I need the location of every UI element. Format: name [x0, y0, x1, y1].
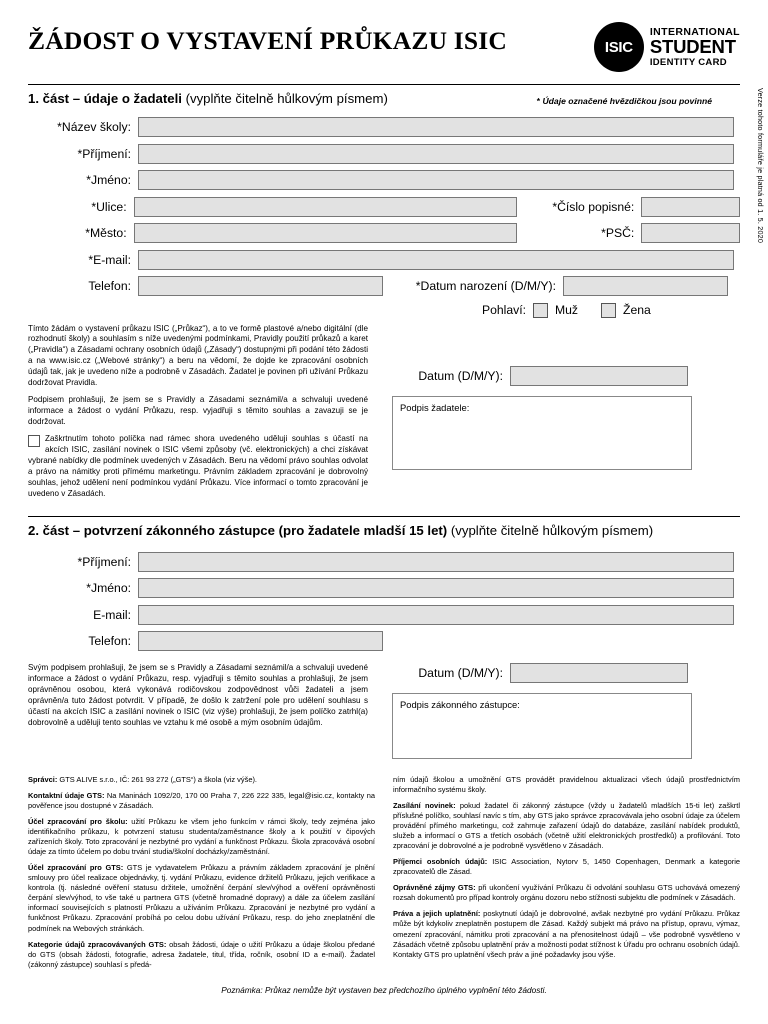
field-row-school — [28, 117, 740, 137]
label-birthdate: *Datum narození (D/M/Y): — [415, 279, 556, 293]
asterisk-icon: * — [536, 96, 541, 106]
consent-paragraph-1: Tímto žádám o vystavení průkazu ISIC („Průkaz“), a to ve formě plastové a/nebo digitální (dle rozhodnutí školy) a souhlasím s níže uvedenými podmínkami, Pravidly použití průkazů a karet („Pravidla“) a Zásadami ochrany osobních údajů („Zásady“) dostupnými při podání této žádosti a na www.isic.cz („Webové stránky“) a beru na vědomí, že dojde ke zpracování osobních údajů tak, jak je uvedeno níže a podrobně v Zásadách. Žadatel je povinen při užívání Průkazu dodržovat Pravidla. — [28, 323, 368, 388]
field-row-firstname — [28, 170, 740, 190]
isic-logo — [594, 22, 740, 72]
field-row-guardian-firstname — [28, 578, 740, 598]
label-firstname: *Jméno: — [86, 173, 131, 187]
consent-paragraph-2: Podpisem prohlašuji, že jsem se s Pravidly a Zásadami seznámil/a a schvaluji uvedené informace a žádost o vydání Průkazu, resp. vyjadřuji s těmito souhlas a zavazuji se je dodržovat. — [28, 395, 368, 427]
section-1-consent-text — [28, 324, 368, 500]
page-header — [28, 22, 740, 84]
section-1-subtitle: (vyplňte čitelně hůlkovým písmem) — [181, 91, 388, 106]
legal-text: obsah žádosti, údaje o užití Průkazu a údaje školou předané do GTS (obsah žádosti, fotografie, adresa žadatele, titul, třída, ročník, osobní ID a e-mail). Žadatel (zákonný zástupce) souhlasí s předá- — [28, 939, 375, 969]
legal-heading: Příjemci osobních údajů: — [393, 857, 488, 867]
input-birthdate[interactable] — [563, 276, 728, 296]
label-guardian-firstname: *Jméno: — [86, 581, 131, 596]
guardian-declaration-text: Svým podpisem prohlašuji, že jsem se s Pravidly a Zásadami seznámil/a a schvaluji uvedené informace a žádost o vydání Průkazu, resp. vyjadřuji s těmito souhlas a prohlašuji, že jsem oprávněnou osobou, která vykonává rodičovskou zodpovědnost vůči žadateli a jsem oprávněn/a tuto žádost potvrdit. V případě, že došlo k zatržení pole pro udělení souhlasu s účastí na akcích ISIC a zasílání novinek o ISIC (viz výše) prohlašuji, že jsem políčko zatrhl(a) dobrovolně a uděluji tento souhlas ve vztahu k mé osobě a mým osobním údajům. — [28, 663, 368, 728]
legal-heading: Účel zpracování pro GTS: — [28, 863, 124, 873]
section-1-fields — [28, 117, 740, 318]
input-street[interactable] — [134, 197, 517, 217]
label-phone: Telefon: — [88, 279, 131, 293]
section-1-body — [28, 324, 740, 500]
section-1-header — [28, 84, 740, 108]
form-version-note: Verze tohoto formuláře je platná od 1. 5. 2020 — [756, 88, 765, 244]
legal-text: GTS ALIVE s.r.o., IČ: 261 93 272 („GTS“) a škola (viz výše). — [57, 775, 257, 785]
section-2-fields — [28, 552, 740, 652]
input-city[interactable] — [134, 223, 517, 243]
label-gender-male: Muž — [555, 303, 579, 317]
field-row-date-1 — [392, 366, 692, 386]
input-date-1[interactable] — [510, 366, 688, 386]
label-city: *Město: — [85, 226, 127, 240]
legal-heading: Oprávněné zájmy GTS: — [393, 883, 476, 893]
legal-column-left — [28, 775, 375, 975]
input-house-number[interactable] — [641, 197, 740, 217]
legal-heading: Správci: — [28, 775, 58, 785]
legal-paragraph — [393, 909, 740, 959]
label-school: *Název školy: — [57, 120, 131, 134]
isic-word-international: INTERNATIONAL — [649, 25, 740, 38]
label-gender: Pohlaví: — [481, 303, 526, 317]
label-date-1: Datum (D/M/Y): — [418, 368, 503, 383]
section-2-header — [28, 516, 740, 540]
page-title: ŽÁDOST O VYSTAVENÍ PRŮKAZU ISIC — [28, 26, 508, 55]
legal-heading: Kontaktní údaje GTS: — [28, 791, 105, 801]
input-guardian-surname[interactable] — [138, 552, 734, 572]
checkbox-gender-male[interactable] — [533, 303, 548, 318]
input-school[interactable] — [138, 117, 734, 137]
label-date-2: Datum (D/M/Y): — [418, 666, 503, 681]
isic-word-student: STUDENT — [649, 36, 736, 58]
legal-paragraph — [28, 940, 375, 970]
input-guardian-email[interactable] — [138, 605, 734, 625]
label-gender-female: Žena — [623, 303, 651, 317]
label-postcode: *PSČ: — [601, 226, 635, 240]
section-1-signature-area — [392, 324, 692, 500]
isic-word-identity-card: IDENTITY CARD — [649, 56, 727, 68]
section-1-title: 1. část – údaje o žadateli — [28, 91, 182, 106]
legal-heading: Kategorie údajů zpracovávaných GTS: — [28, 939, 167, 949]
input-guardian-firstname[interactable] — [138, 578, 734, 598]
legal-text: poskytnutí údajů je dobrovolné, avšak nezbytné pro vydání Průkazu. Průkaz může být kdykoliv zneplatněn postupem dle Zásad. Každý subjekt má právo na přístup, opravu, výmaz, omezení zpracování, námitku proti zpracování a na přenositelnost údajů – vše podrobně vysvětleno v Zásadách včetně způsobu uplatnění práv a možnosti podat stížnost k Úřadu pro ochranu osobních údajů. Kontakty GTS pro uplatnění všech práv a jiné požadavky jsou výše. — [393, 909, 740, 959]
legal-column-right — [393, 775, 740, 975]
label-email: *E-mail: — [88, 252, 131, 267]
label-signature-guardian: Podpis zákonného zástupce: — [400, 699, 520, 711]
input-firstname[interactable] — [138, 170, 734, 190]
legal-text: užití Průkazu ke všem jeho funkcím v rámci školy, tedy zejména jako identifikačního průkazu, k potvrzení statusu studenta/zaměstnance školy a k použití v čipových zařízeních školy. Toto zpracování je nezbytné pro vydání a funkčnost Průkazu. Škola zpracovává osobní údaje za tímto účelem po dobu trvání studia/školní docházky/zaměstnání. — [28, 817, 375, 857]
section-2-title: 2. část – potvrzení zákonného zástupce (pro žadatele mladší 15 let) — [28, 522, 448, 538]
section-2-subtitle: (vyplňte čitelně hůlkovým písmem) — [447, 522, 654, 538]
field-row-guardian-email — [28, 605, 740, 625]
signature-box-applicant[interactable] — [392, 396, 692, 470]
label-signature-applicant: Podpis žadatele: — [400, 401, 470, 413]
legal-fine-print — [28, 775, 740, 975]
footer-note: Poznámka: Průkaz nemůže být vystaven bez předchozího úplného vyplnění této žádosti. — [221, 984, 547, 995]
label-guardian-phone: Telefon: — [88, 634, 131, 649]
legal-text: při ukončení využívání Průkazu či odvolání souhlasu GTS uchovává omezený rozsah dokumentů pro případ kontroly orgánu dozoru nebo stížnosti subjektu dle podmínek v Zásadách. — [393, 883, 740, 903]
section-2-signature-area — [392, 663, 692, 759]
field-row-guardian-phone — [28, 631, 740, 651]
label-house-number: *Číslo popisné: — [552, 199, 635, 214]
field-row-phone — [28, 276, 740, 296]
label-guardian-surname: *Příjmení: — [77, 554, 131, 569]
input-phone[interactable] — [138, 276, 383, 296]
checkbox-marketing-consent[interactable] — [28, 435, 40, 447]
field-row-surname — [28, 144, 740, 164]
isic-wordmark — [650, 27, 740, 68]
label-guardian-email: E-mail: — [93, 607, 131, 622]
legal-text: ISIC Association, Nytorv 5, 1450 Copenhagen, Denmark a kategorie zpracovatelů dle Zásad. — [393, 857, 741, 877]
legal-heading: Účel zpracování pro školu: — [28, 817, 128, 827]
input-date-2[interactable] — [510, 663, 688, 683]
legal-paragraph — [393, 801, 740, 851]
legal-paragraph — [28, 775, 375, 785]
field-row-guardian-surname — [28, 552, 740, 572]
legal-paragraph — [393, 857, 740, 877]
legal-paragraph — [28, 791, 375, 811]
field-row-street — [28, 197, 740, 217]
legal-text: Na Maninách 1092/20, 170 00 Praha 7, 226 222 335, legal@isic.cz, kontakty na pověřence jsou dostupné v Zásadách. — [28, 791, 375, 811]
required-fields-note: * Údaje označené hvězdičkou jsou povinné — [536, 96, 712, 106]
marketing-consent-paragraph — [28, 434, 368, 500]
legal-paragraph — [393, 775, 740, 795]
field-row-date-2 — [392, 663, 692, 683]
input-postcode[interactable] — [641, 223, 740, 243]
marketing-consent-text: Zaškrtnutím tohoto políčka nad rámec shora uvedeného uděluji souhlas s účastí na akcích ISIC, zasílání novinek o ISIC všemi způsoby (vč. elektronických) a chci získávat vybrané nabídky dle podmínek uvedených v Zásadách. Beru na vědomí právo souhlas odvolat a právo na námitky proti přímému marketingu. Právním základem zpracování je dobrovolný souhlas, jehož udělení není podmínkou vydání Průkazu. Více informací o tomto zpracování je uvedeno v Zásadách. — [28, 434, 368, 498]
legal-paragraph — [28, 863, 375, 933]
input-surname[interactable] — [138, 144, 734, 164]
legal-text: GTS je vydavatelem Průkazu a právním základem zpracování je plnění smlouvy pro účel realizace objednávky, tj. vydání Průkazu, evidence držitelů Průkazu, jejich verifikace a kontrola (tj. následné ověření statusu držitele, umožnění čerpání slev/výhod a ověření oprávněnosti čerpání slev/výhod, to vše také u partnera GTS (včetně hromadné dopravy) a dále za účelem zasílání informací souvisejících s platností Průkazu a užíváním Průkazu. Zpracování je nezbytné pro vydání a funkčnost Průkazu. Zpracování probíhá po celou dobu užívání Průkazu, resp. do jeho zneplatnění dle podmínek na Webových stránkách. — [28, 863, 376, 933]
field-row-city — [28, 223, 740, 243]
legal-paragraph — [393, 883, 740, 903]
checkbox-gender-female[interactable] — [601, 303, 616, 318]
input-email[interactable] — [138, 250, 734, 270]
field-row-gender — [28, 303, 740, 318]
section-2-body — [28, 663, 740, 759]
label-surname: *Příjmení: — [77, 146, 131, 161]
legal-heading: Práva a jejich uplatnění: — [393, 909, 481, 919]
field-row-email — [28, 250, 740, 270]
legal-text: pokud žadatel či zákonný zástupce (vždy u žadatelů mladších 15-ti let) zaškrtl příslušné políčko, souhlasí navíc s tím, aby GTS jako správce zpracovávala jeho osobní údaje za účelem provádění přímého marketingu, což zahrnuje zařazení údajů do databáze, zasílání nabídek produktů, služeb a informací o GTS a třetích osobách (včetně užití elektronických prostředků) a profilování. Toto zpracování je dobrovolné a je podrobně vysvětleno v Zásadách. — [393, 801, 741, 851]
input-guardian-phone[interactable] — [138, 631, 383, 651]
legal-text: ním údajů školou a umožnění GTS provádět pravidelnou aktualizaci všech údajů prostřednictvím informačního systému školy. — [393, 775, 740, 795]
isic-badge: ISIC — [594, 22, 644, 72]
legal-heading: Zasílání novinek: — [393, 801, 456, 811]
signature-box-guardian[interactable] — [392, 693, 692, 759]
legal-paragraph — [28, 817, 375, 857]
gender-options — [533, 303, 651, 318]
label-street: *Ulice: — [91, 199, 127, 214]
section-2-declaration — [28, 663, 368, 759]
